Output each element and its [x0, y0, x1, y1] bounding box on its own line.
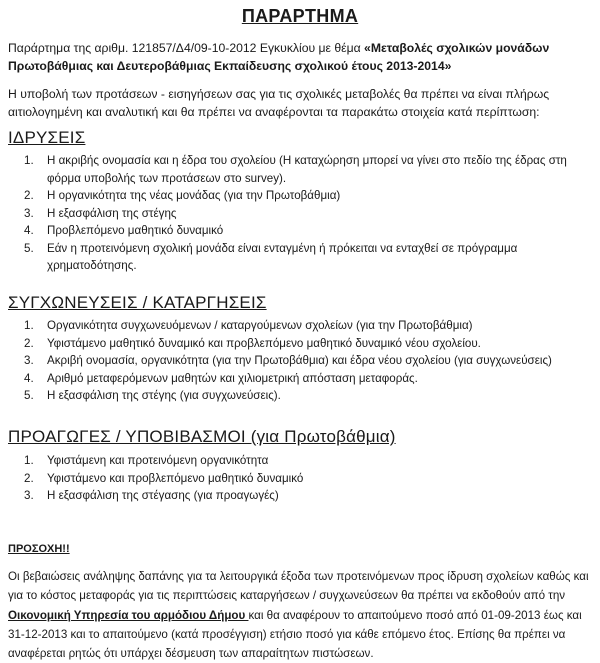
intro-subject: «Μεταβολές σχολικών μονάδων Πρωτοβάθμιας και Δευτεροβάθμιας Εκπαίδευσης σχολικού έτους 2013-2014»	[8, 41, 550, 73]
section-list-mergers	[0, 317, 590, 405]
list-item: 2. Υφιστάμενο και προβλεπόμενο μαθητικό δυναμικό	[24, 471, 304, 485]
section-heading-mergers: ΣΥΓΧΩΝΕΥΣΕΙΣ / ΚΑΤΑΡΓΗΣΕΙΣ	[8, 293, 267, 312]
attention-heading: ΠΡΟΣΟΧΗ!!	[8, 543, 70, 555]
section-list-promotions	[0, 452, 590, 505]
submission-paragraph: Η υποβολή των προτάσεων - εισηγήσεων σας για τις σχολικές μεταβολές θα πρέπει να είναι πλήρως αιτιολογημένη και αναλυτική και θα πρέπει να αναφέρονται τα παρακάτω στοιχεία κατά περίπτωση:	[8, 87, 550, 119]
list-item: 5. Η εξασφάλιση της στέγης (για συγχωνεύσεις).	[24, 389, 281, 402]
list-item: 1. Η ακριβής ονομασία και η έδρα του σχολείου (Η καταχώρηση μπορεί να γίνει στο πεδίο της έδρας στη φόρμα υποβολής των προτάσεων στο survey).	[24, 154, 567, 185]
list-item: 2. Υφιστάμενο μαθητικό δυναμικό και προβλεπόμενο μαθητικό δυναμικό νέου σχολείου.	[24, 336, 481, 350]
intro-paragraph	[8, 39, 598, 75]
list-item: 4. Προβλεπόμενο μαθητικό δυναμικό	[24, 224, 224, 237]
list-item: 2. Η οργανικότητα της νέας μονάδας (για την Πρωτοβάθμια)	[24, 189, 341, 202]
list-item: 5. Εάν η προτεινόμενη σχολική μονάδα είναι ενταγμένη ή πρόκειται να ενταχθεί σε πρόγραμμα χρηματοδότησης.	[24, 241, 518, 272]
intro-prefix: Παράρτημα της αριθμ. 121857/Δ4/09-10-2012 Εγκυκλίου με θέμα	[8, 41, 365, 55]
page-title: ΠΑΡΑΡΤΗΜΑ	[241, 6, 359, 26]
attention-paragraph: Οι βεβαιώσεις ανάληψης δαπάνης για τα λειτουργικά έξοδα των προτεινόμενων προς ίδρυση σχολείων καθώς και για το κόστος μεταφοράς για τις περιπτώσεις καταργήσεων / συγχωνεύσεων θα πρέπει να εκδοθούν από την Οικονομική Υπηρεσία του αρμόδιου Δήμου και θα αναφέρουν το απαιτούμενο ποσό από 01-09-2013 έως και 31-12-2013 και το απαιτούμενο (κατά προσέγγιση) ετήσιο ποσό για κάθε επόμενο έτος. Επίσης θα πρέπει να αναφέρεται ρητώς ότι υπάρχει δέσμευση των απαραίτητων πιστώσεων.	[8, 570, 589, 661]
list-item: 3. Η εξασφάλιση της στέγης	[24, 206, 177, 220]
list-item: 4. Αριθμό μεταφερόμενων μαθητών και χιλιομετρική απόσταση μεταφοράς.	[24, 371, 418, 385]
list-item: 1. Υφιστάμενη και προτεινόμενη οργανικότητα	[24, 454, 269, 467]
list-item: 3. Η εξασφάλιση της στέγασης (για προαγωγές)	[24, 489, 279, 502]
section-list-foundations	[0, 152, 590, 275]
list-item: 1. Οργανικότητα συγχωνευόμενων / καταργούμενων σχολείων (για την Πρωτοβάθμια)	[24, 319, 473, 332]
finance-service-emphasis: Οικονομική Υπηρεσία του αρμόδιου Δήμου	[8, 608, 249, 622]
list-item: 3. Ακριβή ονομασία, οργανικότητα (για την Πρωτοβάθμια) και έδρα νέου σχολείου (για συγχωνεύσεις)	[24, 354, 552, 367]
section-heading-promotions: ΠΡΟΑΓΩΓΕΣ / ΥΠΟΒΙΒΑΣΜΟΙ (για Πρωτοβάθμια)	[8, 427, 396, 446]
section-heading-foundations: ΙΔΡΥΣΕΙΣ	[8, 128, 86, 147]
